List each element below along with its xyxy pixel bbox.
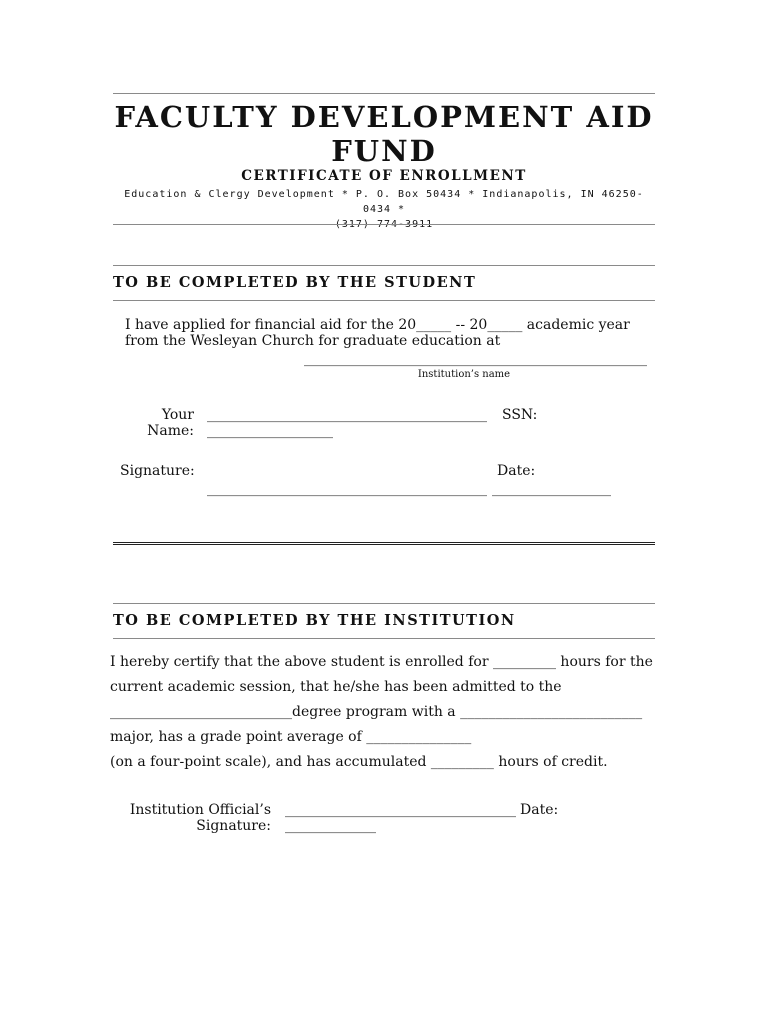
certification-line-2: current academic session, that he/she has been admitted to the — [110, 679, 562, 695]
student-section-heading: TO BE COMPLETED BY THE STUDENT — [113, 274, 477, 291]
official-signature-label-1: Institution Official’s — [129, 802, 271, 818]
date-field[interactable]: _________________ — [492, 481, 611, 497]
institution-name-field[interactable]: _________________________________________________ — [304, 351, 647, 367]
address-line-1: Education & Clergy Development * P. O. Box 50434 * Indianapolis, IN 46250-0434 * — [124, 189, 644, 215]
official-date-label: Date: — [520, 802, 559, 818]
section-divider — [113, 542, 655, 545]
certification-line-3[interactable]: __________________________degree program with a __________________________ — [110, 704, 643, 720]
your-name-label-2: Name: — [147, 423, 194, 439]
header-bottom-rule — [113, 224, 655, 225]
institution-name-caption: Institution’s name — [417, 369, 511, 380]
signature-label: Signature: — [120, 463, 195, 479]
organization-address — [113, 187, 655, 232]
aid-statement-line-1: I have applied for financial aid for the 20_____ -- 20_____ academic year — [125, 317, 630, 333]
official-signature-field[interactable]: _________________________________ — [285, 802, 516, 818]
certification-line-1[interactable]: I hereby certify that the above student is enrolled for _________ hours for the — [110, 654, 653, 670]
official-signature-label-2: Signature: — [196, 818, 271, 834]
header-top-rule — [113, 93, 655, 94]
your-name-field-continued[interactable]: __________________ — [207, 423, 333, 439]
institution-heading-bottom-rule — [113, 638, 655, 639]
ssn-label: SSN: — [502, 407, 538, 423]
certification-paragraph — [110, 650, 670, 775]
institution-section-heading: TO BE COMPLETED BY THE INSTITUTION — [113, 612, 516, 629]
form-subtitle: CERTIFICATE OF ENROLLMENT — [241, 168, 527, 184]
certification-line-4[interactable]: major, has a grade point average of _______________ — [110, 729, 472, 745]
institution-heading-top-rule — [113, 603, 655, 604]
official-signature-field-continued[interactable]: _____________ — [285, 818, 376, 834]
form-title: FACULTY DEVELOPMENT AID FUND — [114, 100, 654, 168]
certification-line-5[interactable]: (on a four-point scale), and has accumulated _________ hours of credit. — [110, 754, 608, 770]
student-heading-bottom-rule — [113, 300, 655, 301]
your-name-field[interactable]: ________________________________________ — [207, 407, 487, 423]
address-line-2: (317) 774-3911 — [334, 219, 434, 230]
aid-statement-line-2: from the Wesleyan Church for graduate education at — [125, 333, 501, 349]
date-label: Date: — [497, 463, 536, 479]
student-heading-top-rule — [113, 265, 655, 266]
your-name-label-1: Your — [161, 407, 194, 423]
signature-field[interactable]: ________________________________________ — [207, 481, 487, 497]
